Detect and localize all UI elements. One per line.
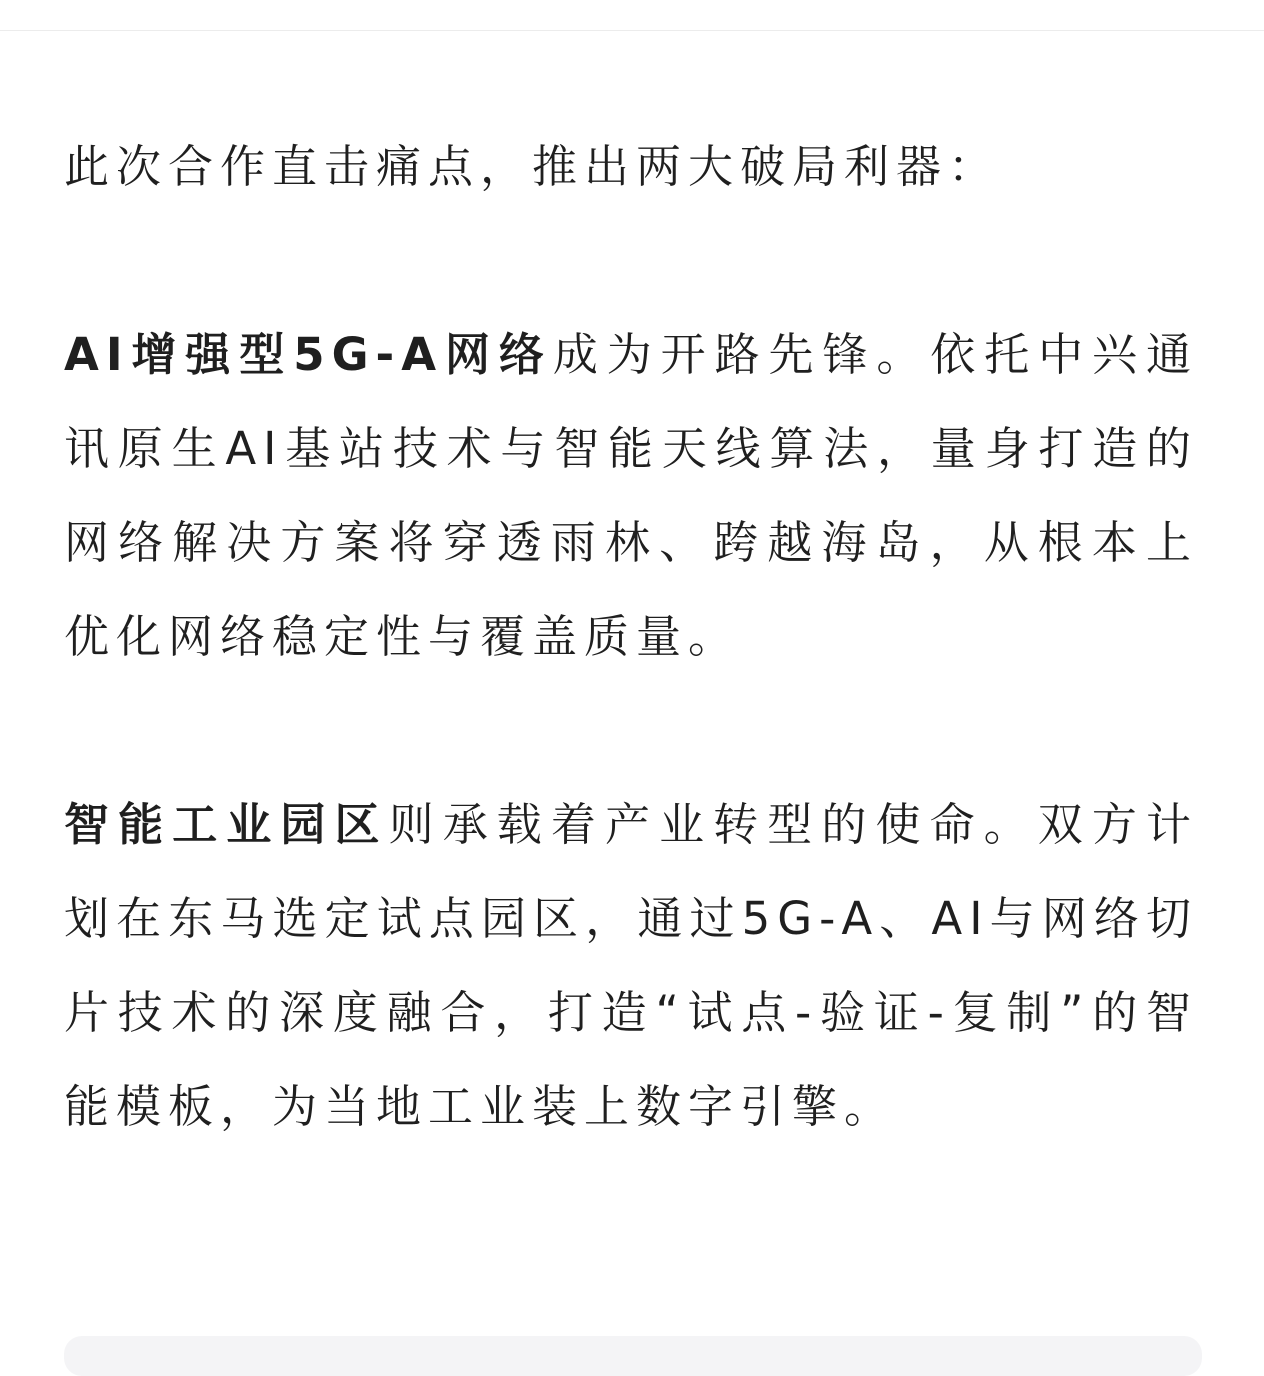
top-bar (0, 0, 1264, 31)
bottom-card (64, 1336, 1202, 1376)
highlight-5g-a-network: AI增强型5G-A网络 (64, 328, 553, 381)
highlight-smart-industrial-park: 智能工业园区 (64, 798, 389, 851)
paragraph-5g-a-network (64, 308, 1198, 684)
paragraph-5g-a-network-text: 成为开路先锋。依托中兴通讯原生AI基站技术与智能天线算法，量身打造的网络解决方案将穿透雨林、跨越海岛，从根本上优化网络稳定性与覆盖质量。 (64, 328, 1198, 663)
paragraph-smart-industrial-park (64, 778, 1198, 1154)
paragraph-smart-industrial-park-text: 则承载着产业转型的使命。双方计划在东马选定试点园区，通过5G-A、AI与网络切片技术的深度融合，打造“试点-验证-复制”的智能模板，为当地工业装上数字引擎。 (64, 798, 1198, 1133)
article-body (64, 120, 1198, 1154)
intro-text: 此次合作直击痛点，推出两大破局利器： (64, 140, 1001, 193)
intro-paragraph (64, 120, 1198, 214)
